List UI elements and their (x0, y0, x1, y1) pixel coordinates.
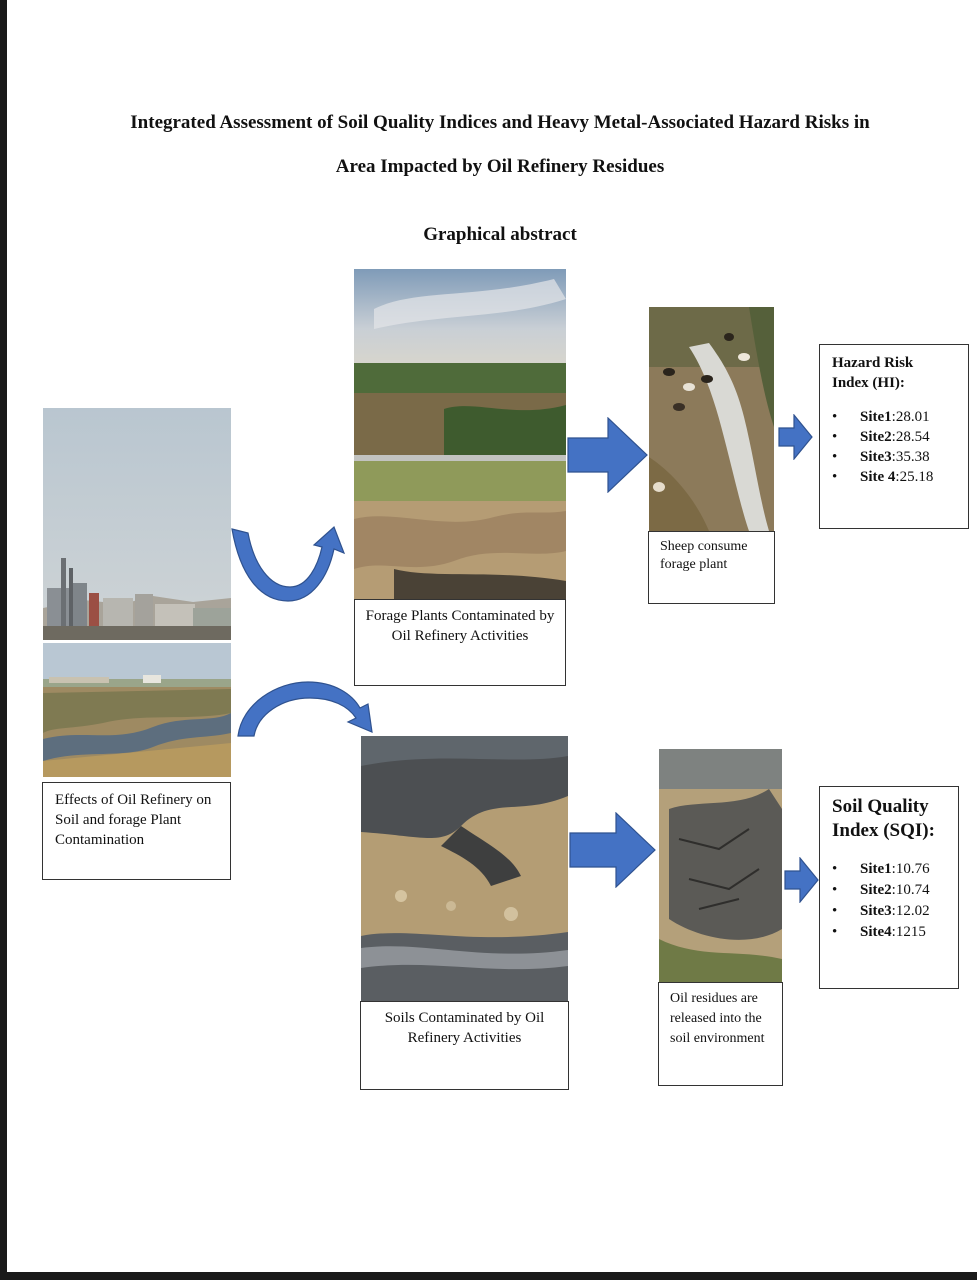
sheep-grazing-photo (649, 307, 774, 531)
sqi-title-line-1: Soil Quality (832, 796, 929, 817)
sqi-title-line-2: Index (SQI): (832, 820, 935, 841)
sheep-caption-box (648, 531, 775, 604)
site-value: :1215 (891, 924, 926, 940)
site-value: :12.02 (891, 903, 930, 919)
site-label: Site3 (860, 449, 892, 465)
oil-residue-photo (659, 749, 782, 982)
soils-caption: Soils Contaminated by Oil Refinery Activities (384, 1010, 545, 1046)
hazard-index-title-line-1: Hazard Risk (832, 355, 914, 371)
curved-arrow-icon (236, 680, 376, 738)
site-label: Site4 (860, 924, 892, 940)
page-border-left (0, 0, 7, 1280)
hazard-index-box (819, 344, 969, 529)
list-item (832, 880, 952, 901)
page-border-bottom (0, 1272, 977, 1280)
contaminated-soil-photo (361, 736, 568, 1001)
forage-caption: Forage Plants Contaminated by Oil Refinery Activities (365, 608, 555, 644)
site-label: Site1 (860, 409, 892, 425)
site-value: :28.54 (891, 429, 930, 445)
list-item (832, 901, 952, 922)
river-field-photo (43, 643, 231, 777)
title-line-2: Area Impacted by Oil Refinery Residues (335, 156, 665, 177)
right-arrow-icon (784, 857, 820, 903)
hazard-index-title-line-2: Index (HI): (832, 375, 905, 391)
effects-caption-box (42, 782, 231, 880)
site-value: :35.38 (891, 449, 930, 465)
hazard-index-list (832, 407, 960, 487)
list-item (832, 922, 952, 943)
soil-quality-index-box (819, 786, 959, 989)
site-value: :10.74 (891, 882, 930, 898)
site-label: Site2 (860, 882, 892, 898)
right-arrow-icon (569, 812, 657, 888)
title-line-1: Integrated Assessment of Soil Quality Indices and Heavy Metal-Associated Hazard Risks in (130, 112, 870, 133)
list-item (832, 447, 960, 467)
sheep-caption: Sheep consume forage plant (660, 539, 748, 572)
site-value: :25.18 (895, 469, 934, 485)
sqi-list (832, 859, 952, 943)
residues-caption: Oil residues are released into the soil environment (670, 991, 765, 1046)
right-arrow-icon (567, 417, 649, 493)
forage-field-photo (354, 269, 566, 599)
site-label: Site3 (860, 903, 892, 919)
list-item (832, 467, 960, 487)
site-label: Site1 (860, 861, 892, 877)
soils-caption-box (360, 1001, 569, 1090)
right-arrow-icon (778, 414, 814, 460)
list-item (832, 427, 960, 447)
refinery-photo (43, 408, 231, 640)
site-value: :10.76 (891, 861, 930, 877)
site-value: :28.01 (891, 409, 930, 425)
forage-caption-box (354, 599, 566, 686)
list-item (832, 407, 960, 427)
list-item (832, 859, 952, 880)
graphical-abstract-heading: Graphical abstract (423, 224, 577, 245)
effects-caption: Effects of Oil Refinery on Soil and forage Plant Contamination (55, 792, 212, 848)
u-turn-arrow-icon (230, 525, 352, 605)
site-label: Site 4 (860, 469, 896, 485)
residues-caption-box (658, 982, 783, 1086)
site-label: Site2 (860, 429, 892, 445)
